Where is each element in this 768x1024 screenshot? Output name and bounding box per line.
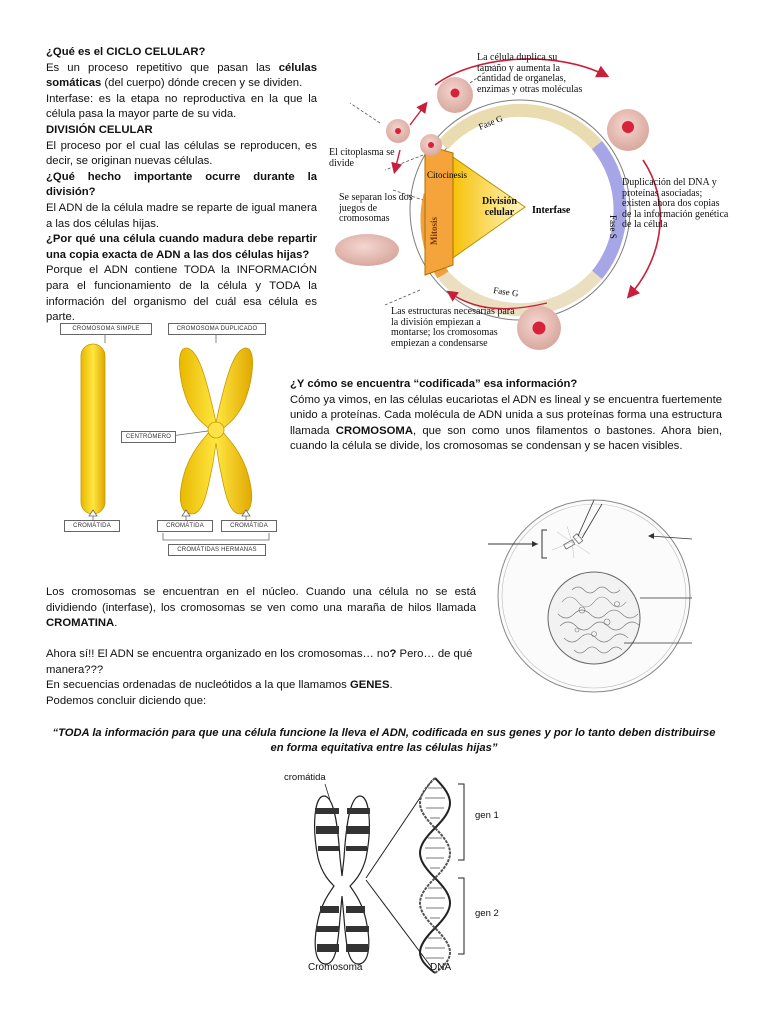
label-separation: Se separan los dos juegos de cromosomas	[339, 192, 413, 224]
label-fase-s: Fase S	[608, 215, 618, 239]
gen1-bracket	[458, 784, 464, 860]
cell-right	[607, 109, 649, 151]
nucleus-diagram	[482, 492, 692, 702]
dna-figure	[284, 768, 530, 978]
codificada-text-block	[290, 377, 722, 455]
label-cromosoma: Cromosoma	[308, 962, 363, 973]
paragraph-cromosoma: Cómo ya vimos, en las células eucariotas el ADN es lineal y se encuentra fuertemente unido a proteínas. Cada molécula de ADN unida a sus proteínas forma una estructura llamada CROMOSOMA, que son como unos filamentos o bastones. Ahora bien, cuando la célula se divide, los cromosomas se condensan y se hacen visibles.	[290, 393, 722, 453]
banded-chromosome	[315, 796, 370, 964]
paragraph-division: El proceso por el cual las células se reproducen, es decir, se originan nuevas células.	[46, 139, 317, 168]
cell-cycle-diagram	[325, 45, 730, 370]
cell-bottom	[517, 306, 561, 350]
question-ciclo-celular: ¿Qué es el CICLO CELULAR?	[46, 46, 206, 58]
label-structures: Las estructuras necesarias para la división empiezan a montarse; los cromosomas empiezan a condensarse	[391, 306, 515, 349]
paragraph-cromatina: Los cromosomas se encuentran en el núcleo. Cuando una célula no se está dividiendo (interfase), los cromosomas se ven como una maraña de hilos llamada CROMATINA.	[46, 586, 476, 630]
label-interfase: Interfase	[532, 205, 571, 216]
paragraph-interfase: Interfase: es la etapa no reproductiva en la que la célula pasa la mayor parte de su vida.	[46, 92, 317, 121]
label-fase-g1: Fase G	[477, 113, 505, 132]
heading-division-celular: DIVISIÓN CELULAR	[46, 123, 153, 136]
tag-cromosoma-duplicado: CROMOSOMA DUPLICADO	[168, 323, 266, 335]
cell-daughter-1	[386, 119, 410, 143]
conclusion-quote: “TODA la información para que una célula funcione la lleva el ADN, codificada en sus genes y por lo tanto deben distribuirse en forma equitativa entre las células hijas”	[52, 727, 716, 754]
dna-svg	[290, 768, 530, 978]
label-dna-duplication: Duplicación del DNA y proteínas asociadas; existen ahora dos copias de la información genética de la célula	[622, 177, 729, 230]
tag-cromatida-left: CROMÁTIDA	[157, 520, 213, 532]
tag-cromatidas-hermanas: CROMÁTIDAS HERMANAS	[168, 544, 266, 556]
cell-top	[437, 77, 473, 113]
paragraph-genes: En secuencias ordenadas de nucleótidos a la que llamamos GENES.	[46, 679, 393, 692]
paragraph-informacion: Porque el ADN contiene TODA la INFORMACIÓN para el funcionamiento de la célula y TODA la información del organismo del cuál esa célula es parte.	[46, 264, 317, 324]
label-cell-grows: La célula duplica su tamaño y aumenta la cantidad de organelas, enzimas y otras moléculas	[477, 52, 583, 95]
gen2-bracket	[458, 878, 464, 954]
chromosome-figure	[46, 318, 286, 563]
tag-cromosoma-simple: CROMOSOMA SIMPLE	[60, 323, 152, 335]
label-dna: DNA	[430, 962, 452, 973]
cell-dividing	[335, 234, 399, 266]
label-cromatida: cromátida	[284, 772, 326, 783]
label-division-celular: División celular	[481, 196, 517, 218]
ring-g2-band	[443, 275, 597, 310]
cromatina-text-block	[46, 585, 476, 632]
label-citocinesis: Citocinesis	[427, 170, 467, 180]
tag-cromatida-simple: CROMÁTIDA	[64, 520, 120, 532]
ring-s-band	[597, 145, 620, 275]
ring-g1-band	[443, 110, 597, 145]
question-division: ¿Qué hecho importante ocurre durante la división?	[46, 170, 317, 199]
intro-text-block	[46, 45, 317, 326]
centromere	[208, 422, 224, 438]
paragraph-ciclo: Es un proceso repetitivo que pasan las células somáticas (del cuerpo) dónde crecen y se dividen.	[46, 61, 317, 90]
label-cytoplasm: El citoplasma se divide	[329, 147, 395, 169]
tag-cromatida-right: CROMÁTIDA	[221, 520, 277, 532]
nucleus-circle	[548, 572, 640, 664]
label-gen1: gen 1	[475, 810, 499, 821]
dna-helix	[420, 778, 450, 973]
paragraph-concluir: Podemos concluir diciendo que:	[46, 694, 207, 707]
cell-daughter-2	[420, 134, 442, 156]
genes-text-block	[46, 647, 476, 709]
label-mitosis: Mitosis	[429, 217, 439, 245]
label-gen2: gen 2	[475, 908, 499, 919]
label-fase-g2: Fase G	[492, 285, 520, 299]
paragraph-adn-reparte: El ADN de la célula madre se reparte de igual manera a las dos células hijas.	[46, 201, 317, 230]
tag-centromero: CENTRÓMERO	[121, 431, 176, 443]
question-codificada: ¿Y cómo se encuentra “codificada” esa información?	[290, 378, 578, 390]
paragraph-ahora-si: Ahora sí!! El ADN se encuentra organizado en los cromosomas… no? Pero… de qué manera???	[46, 648, 473, 676]
chromosome-simple	[81, 344, 105, 514]
mitosis-block	[425, 145, 453, 275]
question-por-que: ¿Por qué una célula cuando madura debe repartir una copia exacta de ADN a las dos células hijas?	[46, 233, 317, 261]
nucleus-svg	[482, 492, 692, 702]
